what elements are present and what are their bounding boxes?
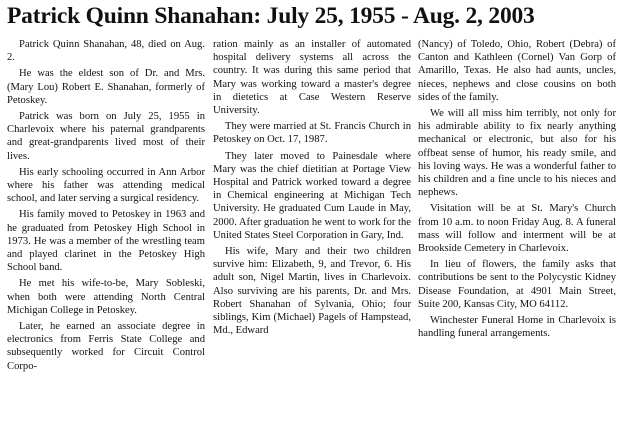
paragraph: He was the eldest son of Dr. and Mrs. (Mary Lou) Robert E. Shanahan, formerly of Petoskey. — [7, 68, 205, 106]
paragraph: His family moved to Petoskey in 1963 and he graduated from Petoskey High School in 1973. He was a member of the wrestling team and played clarinet in the Petoskey High School band. — [7, 209, 205, 274]
paragraph: Patrick Quinn Shanahan, 48, died on Aug. 2. — [7, 39, 205, 64]
paragraph: ration mainly as an installer of automated hospital delivery systems all across the country. It was during this same period that Mary was working toward a master's degree in dietetics at Case Western Reserve University. — [213, 39, 411, 117]
paragraph: They were married at St. Francis Church in Petoskey on Oct. 17, 1987. — [213, 121, 411, 146]
paragraph: Patrick was born on July 25, 1955 in Charlevoix where his paternal grandparents and great-grandparents lived most of their lives. — [7, 111, 205, 162]
paragraph: We will all miss him terribly, not only for his admirable ability to fix nearly anything mechanical or electronic, but also for his offbeat sense of humor, his ready smile, and his loving ways. He was a wonderful father to his children and a fine uncle to his nieces and nephews. — [418, 108, 616, 199]
column-2 — [213, 38, 411, 340]
column-3 — [418, 38, 616, 343]
paragraph: His wife, Mary and their two children survive him: Elizabeth, 9, and Trevor, 6. His adult son, Nigel Martin, lives in Charlevoix. Also surviving are his parents, Dr. and Mrs. Robert Shanahan of Sylvania, Ohio; four siblings, Kim (Michael) Pagels of Hampstead, Md., Edward — [213, 246, 411, 337]
paragraph: They later moved to Painesdale where Mary was the chief dietitian at Portage View Hospital and Patrick worked toward a degree in Chemical engineering at Michigan Tech University. He graduated Cum Laude in May, 2000. After graduation he went to work for the United States Steel Corporation in Gary, Ind. — [213, 150, 411, 241]
paragraph: (Nancy) of Toledo, Ohio, Robert (Debra) of Canton and Kathleen (Cornel) Van Gorp of Amarillo, Texas. He also had aunts, uncles, nieces, nephews and close cousins on both sides of the family. — [418, 39, 616, 103]
headline: Patrick Quinn Shanahan: July 25, 1955 - Aug. 2, 2003 — [7, 3, 535, 29]
paragraph: In lieu of flowers, the family asks that contributions be sent to the Polycystic Kidney Disease Foundation, at 4901 Main Street, Suite 200, Kansas City, MO 64112. — [418, 259, 616, 310]
paragraph: Visitation will be at St. Mary's Church from 10 a.m. to noon Friday Aug. 8. A funeral mass will follow and interment will be at Brookside Cemetery in Charlevoix. — [418, 203, 616, 255]
paragraph: Winchester Funeral Home in Charlevoix is handling funeral arrangements. — [418, 315, 616, 340]
column-1 — [7, 38, 205, 376]
paragraph: His early schooling occurred in Ann Arbor where his father was attending medical school, and later serving a surgical residency. — [7, 166, 205, 205]
paragraph: He met his wife-to-be, Mary Sobleski, when both were attending North Central Michigan College in Petoskey. — [7, 278, 205, 316]
paragraph: Later, he earned an associate degree in electronics from Ferris State College and subsequently worked for Circuit Control Corpo- — [7, 321, 205, 372]
